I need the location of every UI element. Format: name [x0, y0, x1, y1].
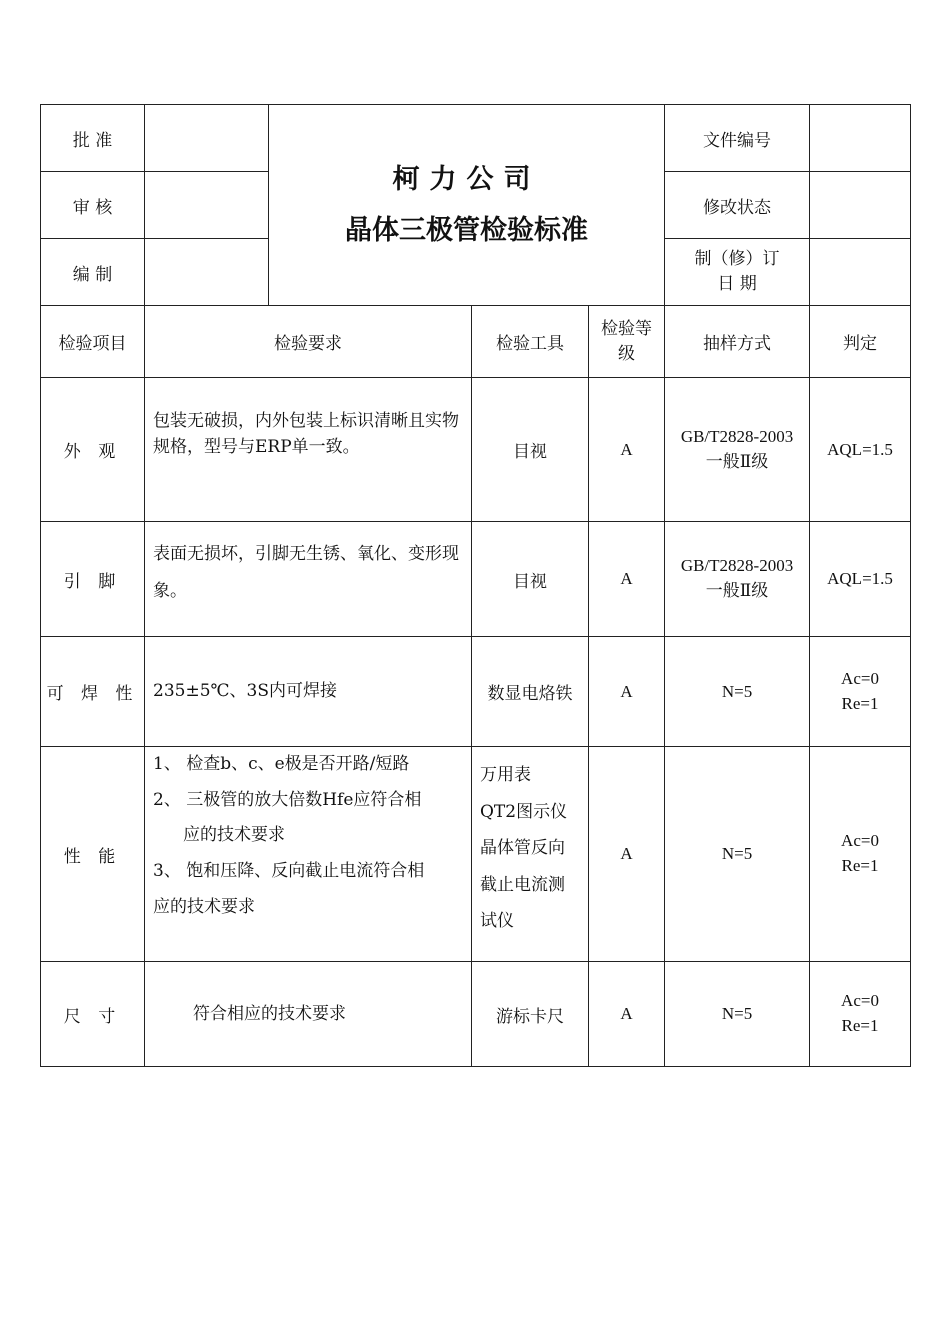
row-sampling: N=5 [665, 637, 810, 747]
row-judgment [810, 637, 911, 747]
compile-value [145, 239, 269, 306]
judgment-accept: Ac=0 [841, 831, 879, 851]
row-item: 尺 寸 [41, 962, 145, 1067]
compile-label: 编 制 [41, 239, 145, 306]
date-value [810, 239, 911, 306]
row-requirement: 包装无破损，内外包装上标识清晰且实物规格，型号与ERP单一致。 [145, 378, 472, 522]
review-label: 审 核 [41, 172, 145, 239]
title-block [269, 105, 665, 306]
col-requirement: 检验要求 [145, 306, 472, 378]
doc-no-value [810, 105, 911, 172]
row-judgment: AQL=1.5 [810, 522, 911, 637]
row-level: A [589, 747, 665, 962]
document-title: 晶体三极管检验标准 [345, 215, 588, 246]
row-item: 性 能 [41, 747, 145, 962]
sampling-level: 一般Ⅱ级 [705, 451, 769, 472]
col-level [589, 306, 665, 378]
doc-no-label: 文件编号 [665, 105, 810, 172]
row-requirement: 符合相应的技术要求 [145, 962, 472, 1067]
requirement-line: 应的技术要求 [183, 825, 285, 846]
table-row [41, 637, 911, 747]
row-level: A [589, 378, 665, 522]
judgment-accept: Ac=0 [841, 668, 879, 688]
requirement-line: 应的技术要求 [153, 896, 255, 917]
row-requirement: 235±5℃、3S内可焊接 [145, 637, 472, 747]
revision-value [810, 172, 911, 239]
approve-value [145, 105, 269, 172]
col-tool: 检验工具 [472, 306, 589, 378]
row-judgment [810, 962, 911, 1067]
row-level: A [589, 962, 665, 1067]
row-tool [472, 747, 589, 962]
review-value [145, 172, 269, 239]
row-tool: 目视 [472, 522, 589, 637]
row-tool: 目视 [472, 378, 589, 522]
revision-label: 修改状态 [665, 172, 810, 239]
row-item: 引 脚 [41, 522, 145, 637]
col-judgment: 判定 [810, 306, 911, 378]
tool-line: 万用表 [480, 765, 531, 785]
requirement-line: 2、 三极管的放大倍数Hfe应符合相 [153, 789, 422, 810]
row-judgment [810, 747, 911, 962]
row-requirement: 表面无损坏，引脚无生锈、氧化、变形现象。 [145, 522, 472, 637]
sampling-level: 一般Ⅱ级 [705, 581, 769, 601]
row-item: 可 焊 性 [41, 637, 145, 747]
row-sampling: N=5 [665, 747, 810, 962]
row-tool: 数显电烙铁 [472, 637, 589, 747]
row-sampling: N=5 [665, 962, 810, 1067]
company-name: 柯力公司 [392, 163, 541, 195]
row-level: A [589, 637, 665, 747]
tool-line: QT2图示仪 [480, 801, 568, 822]
table-row [41, 747, 911, 962]
row-judgment: AQL=1.5 [810, 378, 911, 522]
judgment-reject: Re=1 [841, 856, 879, 875]
column-header-row [41, 306, 911, 378]
row-requirement [145, 747, 472, 962]
table-row [41, 962, 911, 1067]
date-label-line1: 制（修）订 [694, 249, 780, 270]
judgment-accept: Ac=0 [841, 991, 879, 1011]
inspection-table [40, 104, 911, 1067]
header-row-approve [41, 105, 911, 172]
col-sampling: 抽样方式 [665, 306, 810, 378]
row-sampling [665, 378, 810, 522]
date-label [665, 239, 810, 306]
col-level-line2: 级 [618, 343, 635, 364]
requirement-line: 1、 检查b、c、e极是否开路/短路 [153, 754, 410, 774]
tool-line: 试仪 [480, 911, 514, 932]
row-tool: 游标卡尺 [472, 962, 589, 1067]
sampling-standard: GB/T2828-2003 [680, 556, 794, 576]
judgment-reject: Re=1 [841, 1016, 879, 1035]
col-level-line1: 检验等 [601, 318, 652, 339]
sampling-standard: GB/T2828-2003 [680, 426, 794, 446]
col-item: 检验项目 [41, 306, 145, 378]
judgment-reject: Re=1 [841, 693, 879, 713]
requirement-line: 3、 饱和压降、反向截止电流符合相 [153, 861, 425, 882]
table-row [41, 378, 911, 522]
table-row [41, 522, 911, 637]
row-item: 外 观 [41, 378, 145, 522]
row-sampling [665, 522, 810, 637]
row-level: A [589, 522, 665, 637]
inspection-standard-document [40, 104, 911, 1067]
tool-line: 截止电流测 [480, 874, 565, 895]
date-label-line2: 日 期 [717, 274, 757, 294]
approve-label: 批 准 [41, 105, 145, 172]
tool-line: 晶体管反向 [480, 838, 565, 859]
